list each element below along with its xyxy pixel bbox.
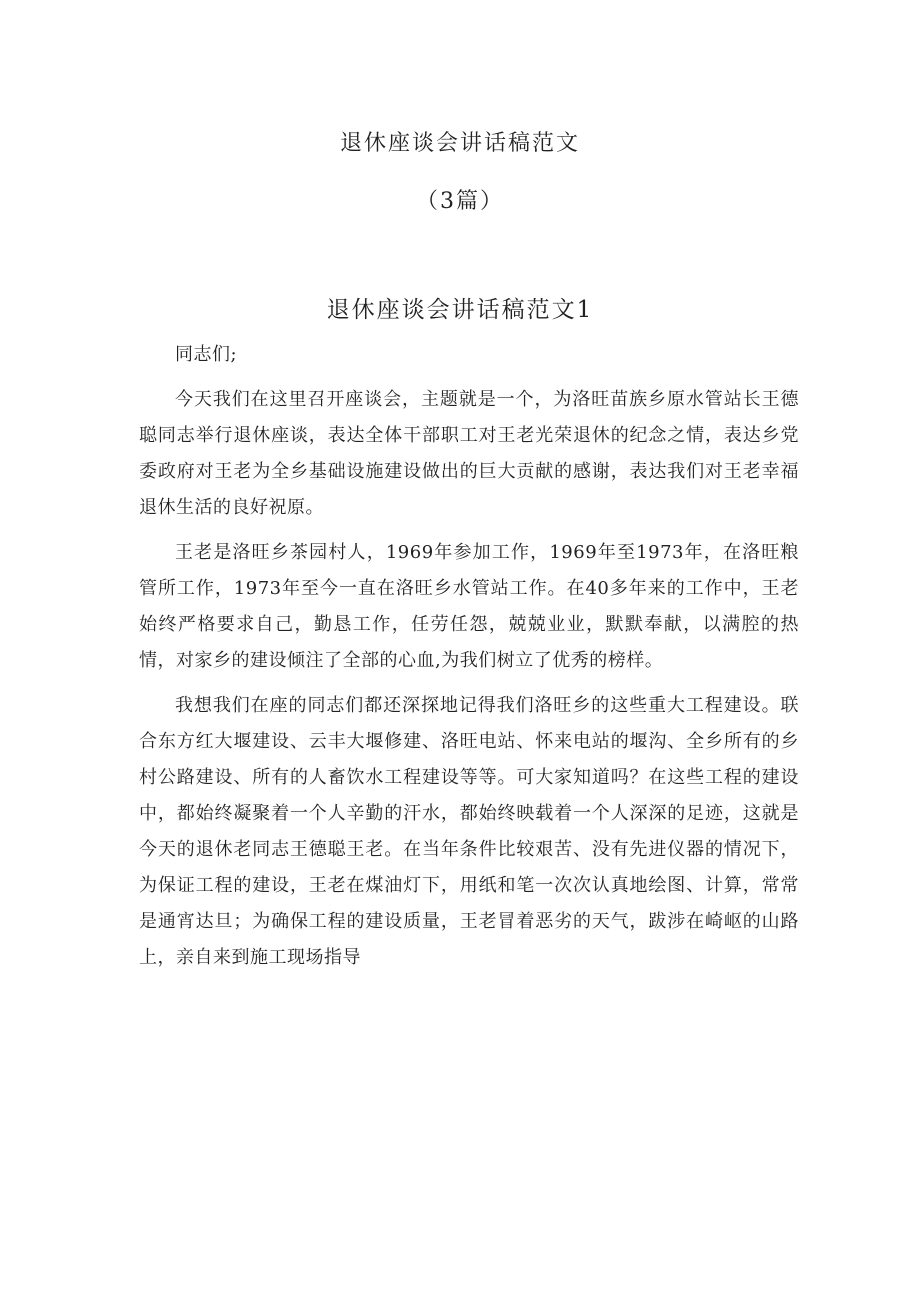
paragraph-2: 王老是洛旺乡茶园村人，1969年参加工作，1969年至1973年，在洛旺粮管所工作，1973年至今一直在洛旺乡水管站工作。在40多年来的工作中，王老始终严格要求自己，勤恳工作，任劳任怨，兢兢业业，默默奉献，以满腔的热情，对家乡的建设倾注了全部的心血,为我们树立了优秀的榜样。 (139, 542, 799, 671)
paragraph-3: 我想我们在座的同志们都还深探地记得我们洛旺乡的这些重大工程建设。联合东方红大堰建设、云丰大堰修建、洛旺电站、怀来电站的堰沟、全乡所有的乡村公路建设、所有的人畜饮水工程建设等等。可大家知道吗？在这些工程的建设中，都始终凝聚着一个人辛勤的汗水，都始终映载着一个人深深的足迹，这就是今天的退休老同志王德聪王老。在当年条件比较艰苦、没有先进仪器的情况下，为保证工程的建设，王老在煤油灯下，用纸和笔一次次认真地绘图、计算，常常是通宵达旦；为确保工程的建设质量，王老冒着恶劣的天气，跋涉在崎岖的山路上，亲自来到施工现场指导 (139, 695, 799, 968)
paragraph-1: 今天我们在这里召开座谈会，主题就是一个，为洛旺苗族乡原水管站长王德聪同志举行退休座谈，表达全体干部职工对王老光荣退休的纪念之情，表达乡党委政府对王老为全乡基础设施建设做出的巨大贡献的感谢，表达我们对王老幸福退休生活的良好祝原。 (139, 389, 799, 518)
salutation: 同志们; (175, 344, 238, 365)
section-title: 退休座谈会讲话稿范文1 (326, 297, 594, 323)
document-title: 退休座谈会讲话稿范文 (339, 131, 580, 156)
document-count: （3篇） (416, 189, 504, 214)
document-body (139, 337, 799, 976)
